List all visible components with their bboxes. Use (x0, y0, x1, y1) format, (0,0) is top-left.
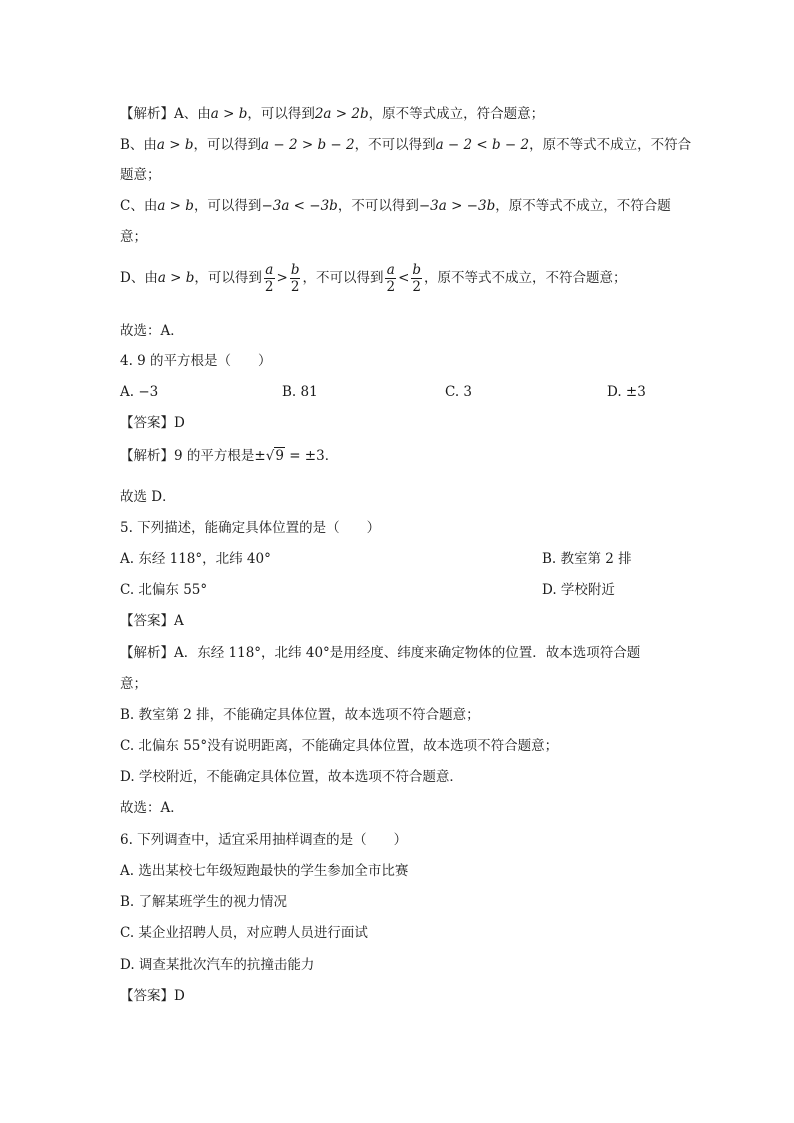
q6-option-d: D. 调查某批次汽车的抗撞击能力 (120, 957, 315, 973)
q5-analysis-b: B. 教室第 2 排，不能确定具体位置，故本选项不符合题意； (120, 707, 480, 723)
q5-option-c: C. 北偏东 55° (120, 582, 208, 598)
math: 2a > 2b (314, 106, 369, 122)
math: ± (254, 448, 266, 464)
math: a − 2 > b − 2 (261, 137, 355, 153)
q4-option-c: C. 3 (445, 384, 473, 400)
sqrt-icon: √ (265, 448, 275, 464)
fraction (411, 262, 422, 295)
fraction (290, 262, 301, 295)
analysis-label: 【解析】 (120, 106, 174, 122)
q4-analysis (120, 446, 338, 466)
text: D、由 (120, 270, 158, 286)
text: ，不可以得到 (354, 137, 436, 153)
text: B、由 (120, 137, 157, 153)
q6-option-c: C. 某企业招聘人员，对应聘人员进行面试 (120, 925, 368, 941)
math: a > b (157, 270, 195, 286)
q6-option-a: A. 选出某校七年级短跑最快的学生参加全市比赛 (120, 863, 409, 879)
text: ，可以得到 (194, 270, 262, 286)
q5-analysis-c: C. 北偏东 55°没有说明距离，不能确定具体位置，故本选项不符合题意； (120, 738, 559, 754)
q3-conclusion: 故选：A． (120, 323, 184, 339)
q3-analysis-c (120, 196, 671, 216)
text: ，可以得到 (193, 137, 262, 153)
q3-analysis-d (120, 260, 627, 296)
q4-option-a: A. −3 (120, 384, 159, 400)
text: ，不可以得到 (337, 198, 419, 214)
text: A、由 (174, 106, 211, 122)
q5-stem: 5. 下列描述，能确定具体位置的是（ ） (120, 520, 381, 536)
operator: < (398, 270, 410, 286)
fraction (264, 262, 275, 295)
text: ，可以得到 (247, 106, 315, 122)
math: a > b (157, 198, 194, 214)
denominator: 2 (290, 279, 300, 295)
math: a > b (210, 106, 248, 122)
q5-conclusion: 故选：A． (120, 800, 184, 816)
denominator: 2 (264, 279, 274, 295)
numerator: b (412, 262, 422, 278)
q5-answer: 【答案】A (120, 613, 184, 629)
numerator: a (386, 262, 395, 278)
analysis-label: 【解析】 (120, 448, 174, 464)
denominator: 2 (412, 279, 422, 295)
q6-answer: 【答案】D (120, 988, 185, 1004)
math: −3a < −3b (261, 198, 338, 214)
text: ，不可以得到 (302, 270, 384, 286)
text: ． (324, 448, 339, 464)
fraction (385, 262, 396, 295)
q5-analysis-line1: 【解析】A．东经 118°，北纬 40°是用经度、纬度来确定物体的位置．故本选项符合题 (120, 645, 641, 661)
q4-stem: 4. 9 的平方根是（ ） (120, 353, 272, 369)
q3-analysis-a (120, 104, 544, 124)
text: ，原不等式不成立，不符合题 (495, 198, 671, 214)
q4-answer: 【答案】D (120, 415, 185, 431)
denominator: 2 (386, 279, 396, 295)
numerator: b (290, 262, 300, 278)
math: a − 2 < b − 2 (435, 137, 530, 153)
math: = ±3 (284, 448, 325, 464)
text: ，原不等式不成立，不符合题意； (424, 270, 627, 286)
q5-analysis-d: D. 学校附近，不能确定具体位置，故本选项不符合题意． (120, 769, 463, 785)
math: −3a > −3b (418, 198, 496, 214)
q6-stem: 6. 下列调查中，适宜采用抽样调查的是（ ） (120, 832, 408, 848)
text: 9 的平方根是 (174, 448, 255, 464)
operator: > (276, 270, 288, 286)
q5-option-b: B. 教室第 2 排 (542, 551, 632, 567)
q6-option-b: B. 了解某班学生的视力情况 (120, 894, 288, 910)
text: ，原不等式不成立，不符合 (529, 137, 692, 153)
q5-option-d: D. 学校附近 (542, 582, 615, 598)
q5-option-a: A. 东经 118°，北纬 40° (120, 551, 271, 567)
text: ，可以得到 (193, 198, 262, 214)
q4-option-d: D. ±3 (607, 384, 646, 400)
text: ，原不等式成立，符合题意； (368, 106, 545, 122)
math: a > b (156, 137, 194, 153)
q3-analysis-b (120, 135, 691, 155)
q4-option-b: B. 81 (282, 384, 318, 400)
text: C、由 (120, 198, 158, 214)
q3-analysis-b-cont: 题意； (120, 167, 161, 183)
q4-conclusion: 故选 D． (120, 489, 176, 505)
radicand: 9 (275, 448, 284, 464)
numerator: a (265, 262, 274, 278)
q5-analysis-line2: 意； (120, 676, 147, 692)
q3-analysis-c-cont: 意； (120, 229, 147, 245)
